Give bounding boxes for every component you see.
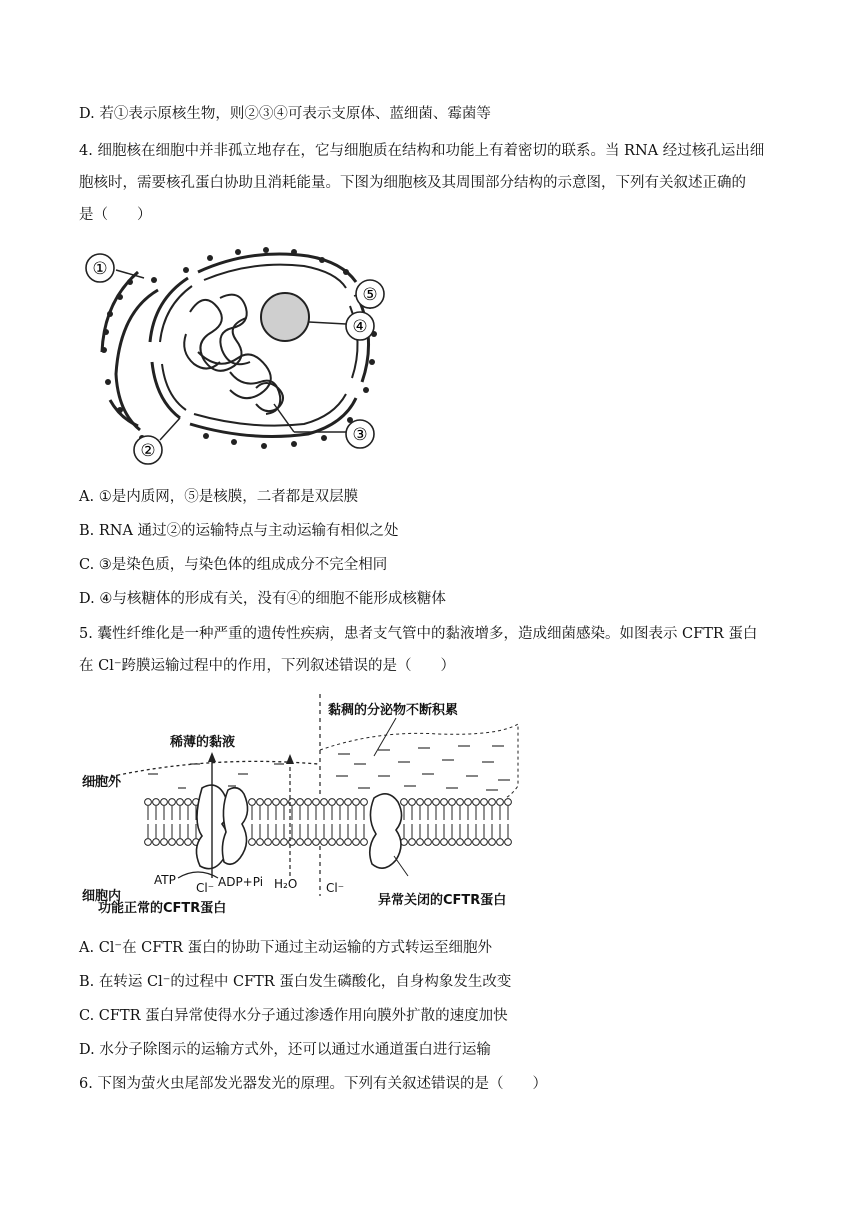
q4-stem-line-3: 是（ ） xyxy=(79,207,152,223)
label-adp: ADP+Pi xyxy=(218,875,264,889)
cftr-diagram xyxy=(78,690,540,922)
label-2: ② xyxy=(140,441,156,461)
abnormal-cftr-protein xyxy=(370,794,402,868)
q5-stem-line-1: 5. 囊性纤维化是一种严重的遗传性疾病，患者支气管中的黏液增多，造成细菌感染。如图表示 CFTR 蛋白 xyxy=(79,626,758,642)
q4-option-b: B. RNA 通过②的运输特点与主动运输有相似之处 xyxy=(79,523,399,539)
q4-stem-line-1: 4. 细胞核在细胞中并非孤立地存在，它与细胞质在结构和功能上有着密切的联系。当 RNA 经过核孔运出细 xyxy=(79,143,765,159)
nucleus-diagram xyxy=(80,242,420,474)
label-cl-right: Cl⁻ xyxy=(326,881,345,895)
label-3: ③ xyxy=(352,425,368,445)
q5-option-c: C. CFTR 蛋白异常使得水分子通过渗透作用向膜外扩散的速度加快 xyxy=(79,1008,508,1024)
q3-option-d: D. 若①表示原核生物，则②③④可表示支原体、蓝细菌、霉菌等 xyxy=(79,106,491,122)
endoplasmic-reticulum xyxy=(102,272,158,430)
arrow-head xyxy=(208,752,216,762)
q5-stem-line-2: 在 Cl⁻跨膜运输过程中的作用，下列叙述错误的是（ ） xyxy=(79,658,455,674)
water-arrow-head xyxy=(286,754,294,764)
mucus-marks xyxy=(148,746,510,790)
label-1: ① xyxy=(92,259,108,279)
q5-option-a: A. Cl⁻在 CFTR 蛋白的协助下通过主动运输的方式转运至细胞外 xyxy=(79,940,493,956)
q5-option-b: B. 在转运 Cl⁻的过程中 CFTR 蛋白发生磷酸化，自身构象发生改变 xyxy=(79,974,512,990)
label-h2o: H₂O xyxy=(274,877,298,891)
label-5: ⑤ xyxy=(362,285,378,305)
label-outside: 细胞外 xyxy=(82,775,122,790)
label-cl-left: Cl⁻ xyxy=(196,881,215,895)
q5-option-d: D. 水分子除图示的运输方式外，还可以通过水通道蛋白进行运输 xyxy=(79,1042,491,1058)
q4-option-c: C. ③是染色质，与染色体的组成成分不完全相同 xyxy=(79,557,388,573)
abnormal-leader xyxy=(394,856,408,876)
label-viscous: 黏稠的分泌物不断积累 xyxy=(328,703,459,718)
label-atp: ATP xyxy=(154,873,176,887)
q4-option-d: D. ④与核糖体的形成有关，没有④的细胞不能形成核糖体 xyxy=(79,591,446,607)
label-thin-mucus: 稀薄的黏液 xyxy=(170,735,236,750)
label-abnormal-cftr: 异常关闭的CFTR蛋白 xyxy=(378,893,507,908)
nuclear-envelope xyxy=(150,254,369,436)
normal-cftr-protein-right xyxy=(222,788,247,865)
label-4: ④ xyxy=(352,317,368,337)
q6-stem-line-1: 6. 下图为萤火虫尾部发光器发光的原理。下列有关叙述错误的是（ ） xyxy=(79,1076,547,1092)
label-inside: 细胞内 xyxy=(82,889,122,904)
nucleolus xyxy=(261,293,309,341)
label-normal-cftr: 功能正常的CFTR蛋白 xyxy=(98,901,227,916)
q4-stem-line-2: 胞核时，需要核孔蛋白协助且消耗能量。下图为细胞核及其周围部分结构的示意图，下列有关叙述正确的 xyxy=(79,175,746,191)
q4-option-a: A. ①是内质网，⑤是核膜，二者都是双层膜 xyxy=(79,489,359,505)
